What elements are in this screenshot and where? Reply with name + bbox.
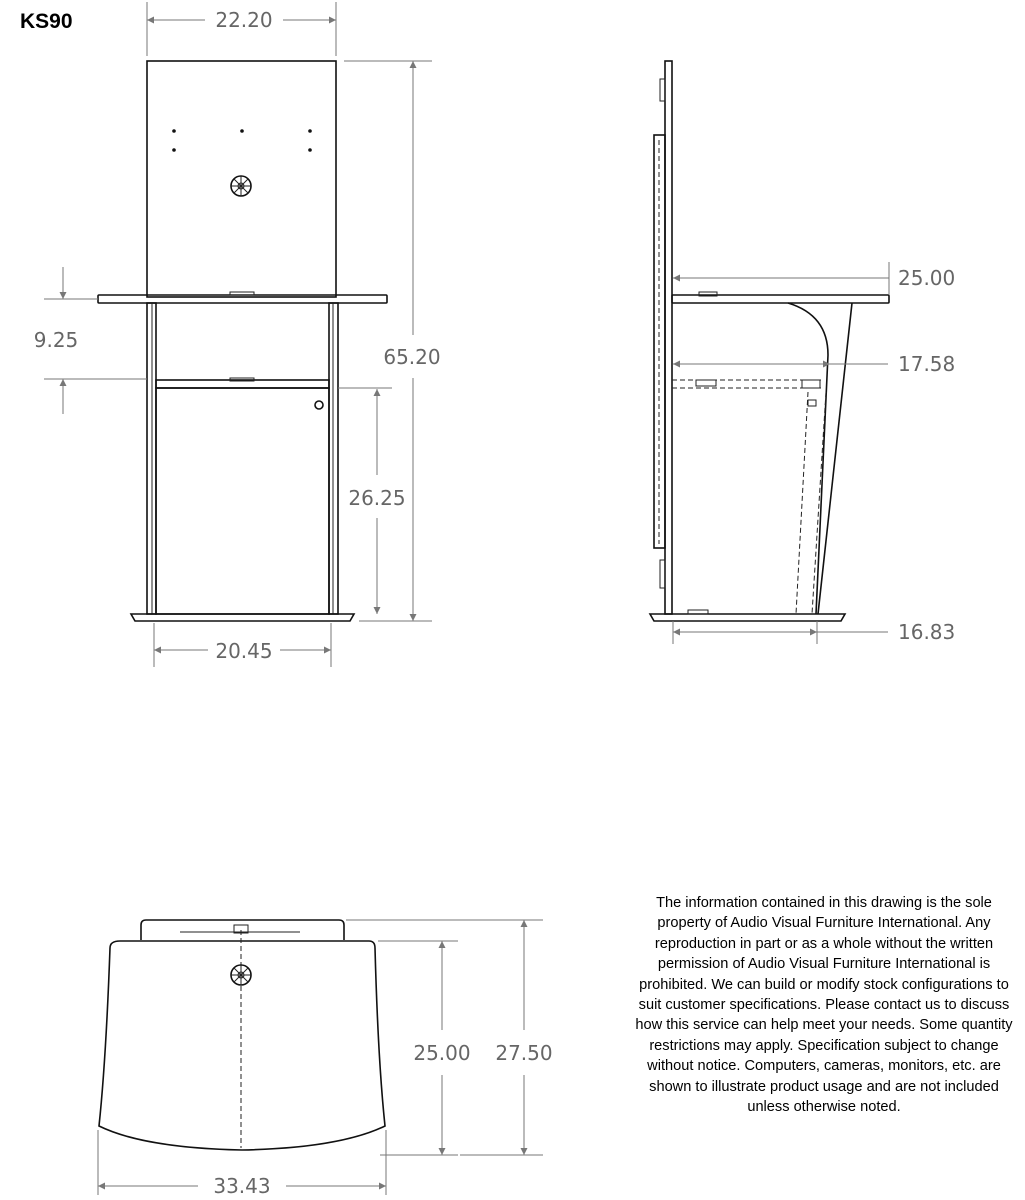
dim-plan-inner-depth: 25.00: [413, 1041, 471, 1065]
dim-plan-outer-depth: 27.50: [495, 1041, 553, 1065]
dim-side-base-depth: 16.83: [898, 620, 956, 644]
dim-front-top-width: 22.20: [215, 8, 273, 32]
front-view: [34, 2, 441, 667]
side-view: [650, 61, 955, 644]
side-base: [650, 614, 845, 621]
plan-view: [98, 920, 553, 1198]
front-cabinet-door: [156, 388, 329, 614]
dim-side-top-depth: 25.00: [898, 266, 956, 290]
copyright-notice: The information contained in this drawing is the sole property of Audio Visual Furniture International. Any reproduction in part or as a whole without the written permission of Audio Visual Furniture International is prohibited. We can build or modify stock configurations to suit customer specifications. Please contact us to discuss how this service can help meet your needs. Some quantity restrictions may apply. Specification subject to change without notice. Computers, cameras, monitors, etc. are shown to illustrate product usage and are not included unless otherwise noted.: [635, 895, 1013, 1116]
door-lock-icon: [315, 401, 323, 409]
front-surface-clip: [230, 292, 254, 295]
side-back-panel: [665, 61, 672, 614]
mounting-holes: [172, 129, 312, 152]
dim-front-base-width: 20.45: [215, 639, 273, 663]
dim-front-upper-height: 9.25: [33, 328, 79, 352]
dim-front-lower-height: 26.25: [348, 486, 406, 510]
plan-grommet-icon: [231, 965, 251, 985]
dim-front-overall-height: 65.20: [383, 345, 441, 369]
front-base: [131, 614, 354, 621]
dim-plan-width: 33.43: [213, 1174, 271, 1198]
model-title: KS90: [20, 10, 73, 33]
grommet-icon: [231, 176, 251, 196]
plan-back-rail: [141, 920, 344, 940]
dim-side-mid-depth: 17.58: [898, 352, 956, 376]
